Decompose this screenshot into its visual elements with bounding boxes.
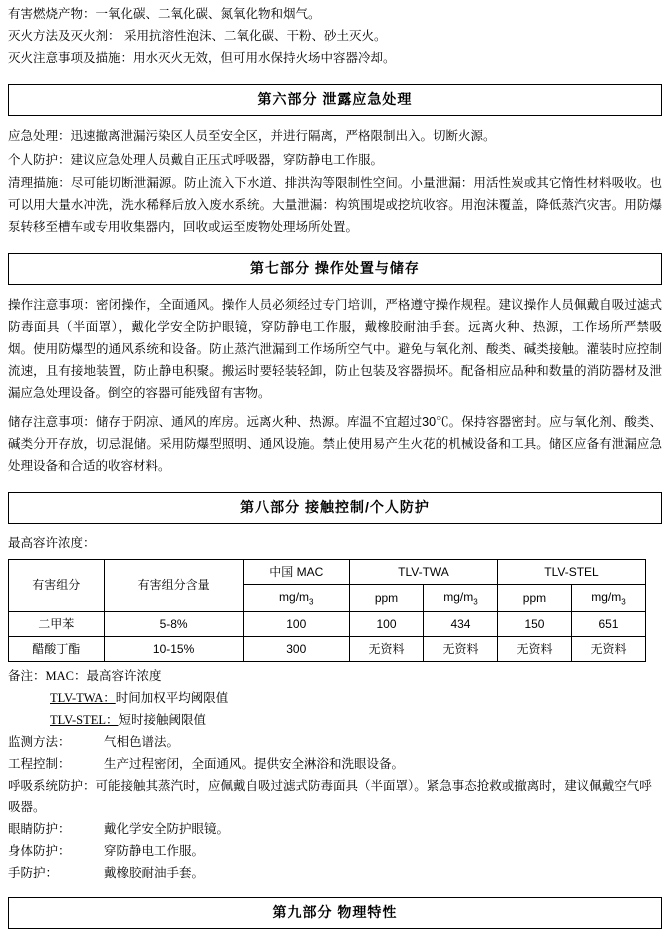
th-unit-twa-mg [423,584,497,611]
cell-stel-mg: 无资料 [571,637,645,662]
th-component: 有害组分 [9,559,105,611]
engineering-control-text: 生产过程密闭，全面通风。提供安全淋浴和洗眼设备。 [104,756,405,771]
monitoring-method-text: 气相色谱法。 [104,734,180,749]
handling-precautions-row [8,295,662,404]
storage-precautions-label: 储存注意事项： [8,415,96,430]
th-china-mac: 中国 MAC [243,559,349,584]
unit-twa-mg-text: mg/m [443,589,474,604]
th-tlv-stel: TLV-STEL [497,559,645,584]
notes-label: 备注： [8,669,46,684]
hand-protection-label: 手防护： [8,866,59,881]
body-protection-text: 穿防静电工作服。 [104,844,205,859]
section-6-body [0,126,670,239]
eye-protection-text: 戴化学安全防护眼镜。 [104,822,230,837]
section-8-subtitle-block [0,534,670,553]
emergency-response-text: 迅速撤离泄漏污染区人员至安全区，并进行隔离，严格限制出入。切断火源。 [70,128,496,143]
respiratory-protection-text: 可能接触其蒸汽时，应佩戴自吸过滤式防毒面具（半面罩）。紧急事态抢救或撤离时，建议佩戴空气呼吸器。 [8,778,652,815]
unit-mac-text: mg/m [279,589,310,604]
max-allowable-concentration-label: 最高容许浓度： [8,536,96,550]
th-component-content: 有害组分含量 [104,559,243,611]
storage-precautions-row [8,412,662,478]
note-key-tlv-twa: TLV-TWA： [50,691,116,706]
cell-mac: 300 [243,637,349,662]
notes-line-stel [8,710,662,732]
emergency-response-label: 应急处理： [8,128,71,143]
note-value-mac: 最高容许浓度 [86,669,162,684]
cleanup-measures-text: 尽可能切断泄漏源。防止流入下水道、排洪沟等限制性空间。小量泄漏：用活性炭或其它惰性材料吸收。也可以用大量水冲洗，洗水稀释后放入废水系统。大量泄漏：构筑围堤或挖坑收容。用泡沫覆盖，降低蒸汽灾害。用防爆泵转移至槽车或专用收集器内，回收或运至废物处理场所处置。 [8,176,662,235]
cell-stel-ppm: 无资料 [497,637,571,662]
section-header-8: 第八部分 接触控制/个人防护 [8,492,662,524]
th-unit-stel-ppm: ppm [497,584,571,611]
unit-mac-exp: 3 [309,597,314,607]
cell-twa-mg: 无资料 [423,637,497,662]
note-key-tlv-stel: TLV-STEL： [50,712,119,727]
hand-protection-row [8,863,662,885]
harmful-combustion-products-line: 有害燃烧产物：一氧化碳、二氧化碳、氮氧化物和烟气。 [8,7,321,21]
eye-protection-label: 眼睛防护： [8,822,71,837]
note-key-mac: MAC： [45,669,87,684]
personal-protection-label: 个人防护： [8,152,71,167]
respiratory-protection-label: 呼吸系统防护： [8,778,96,793]
handling-precautions-text: 密闭操作，全面通风。操作人员必须经过专门培训，严格遵守操作规程。建议操作人员佩戴自吸过滤式防毒面具（半面罩），戴化学安全防护眼镜，穿防静电工作服，戴橡胶耐油手套。远离火种、热源，工作场所严禁吸烟。使用防爆型的通风系统和设备。防止蒸汽泄漏到工作场所空气中。避免与氧化剂、酸类、碱类接触。灌装时应控制流速，且有接地装置，防止静电积聚。搬运时要轻装轻卸，防止包装及容器损坏。配备相应品种和数量的消防器材及泄漏应急处理设备。倒空的容器可能残留有害物。 [8,298,662,400]
cell-twa-ppm: 100 [350,612,424,637]
notes-first-line [8,666,662,688]
section-8-controls-block [0,732,670,885]
extinguishing-method-line: 灭火方法及灭火剂： 采用抗溶性泡沫、二氧化碳、干粉、砂土灭火。 [8,28,387,43]
unit-twa-mg-exp: 3 [473,597,478,607]
cleanup-measures-label: 清理描施： [8,176,71,191]
notes-line-twa [8,688,662,710]
table-header-row-groups [9,559,646,584]
unit-stel-mg-exp: 3 [621,597,626,607]
section-header-9: 第九部分 物理特性 [8,897,662,929]
storage-precautions-text: 储存于阴凉、通风的库房。远离火种、热源。库温不宜超过30℃。保持容器密封。应与氧化剂、酸类、碱类分开存放，切忌混储。采用防爆型照明、通风设施。禁止使用易产生火花的机械设备和工具。储区应备有泄漏应急处理设备和合适的收容材料。 [8,415,662,474]
engineering-control-label: 工程控制： [8,756,71,771]
personal-protection-row [8,150,662,172]
cell-component-name: 二甲苯 [9,612,105,637]
cell-mac: 100 [243,612,349,637]
table-row [9,612,646,637]
th-unit-mac [243,584,349,611]
cell-component-content: 10-15% [104,637,243,662]
hand-protection-text: 戴橡胶耐油手套。 [104,866,205,881]
cell-component-name: 醋酸丁酯 [9,637,105,662]
cell-twa-ppm: 无资料 [350,637,424,662]
personal-protection-text: 建议应急处理人员戴自正压式呼吸器，穿防静电工作服。 [70,152,384,167]
eye-protection-row [8,819,662,841]
firefighting-precautions-line: 灭火注意事项及描施：用水灭火无效，但可用水保持火场中容器冷却。 [8,50,396,65]
note-value-tlv-stel: 短时接触阈限值 [118,712,207,727]
section-7-body [0,295,670,478]
th-unit-twa-ppm: ppm [350,584,424,611]
table-row [9,637,646,662]
monitoring-method-label: 监测方法： [8,734,71,749]
section-header-6: 第六部分 泄露应急处理 [8,84,662,116]
section-header-7: 第七部分 操作处置与储存 [8,253,662,285]
th-tlv-twa: TLV-TWA [350,559,498,584]
body-protection-row [8,841,662,863]
cleanup-measures-row [8,173,662,239]
monitoring-method-row [8,732,662,754]
cell-stel-mg: 651 [571,612,645,637]
emergency-response-row [8,126,662,148]
respiratory-protection-row [8,776,662,820]
cell-twa-mg: 434 [423,612,497,637]
cell-component-content: 5-8% [104,612,243,637]
combustion-info-block [0,0,670,70]
handling-precautions-label: 操作注意事项： [8,298,97,312]
engineering-control-row [8,754,662,776]
table-notes-block [0,662,670,732]
note-value-tlv-twa: 时间加权平均阈限值 [115,691,229,706]
unit-stel-mg-text: mg/m [591,589,622,604]
body-protection-label: 身体防护： [8,844,71,859]
cell-stel-ppm: 150 [497,612,571,637]
th-unit-stel-mg [571,584,645,611]
exposure-limits-table [8,559,646,662]
